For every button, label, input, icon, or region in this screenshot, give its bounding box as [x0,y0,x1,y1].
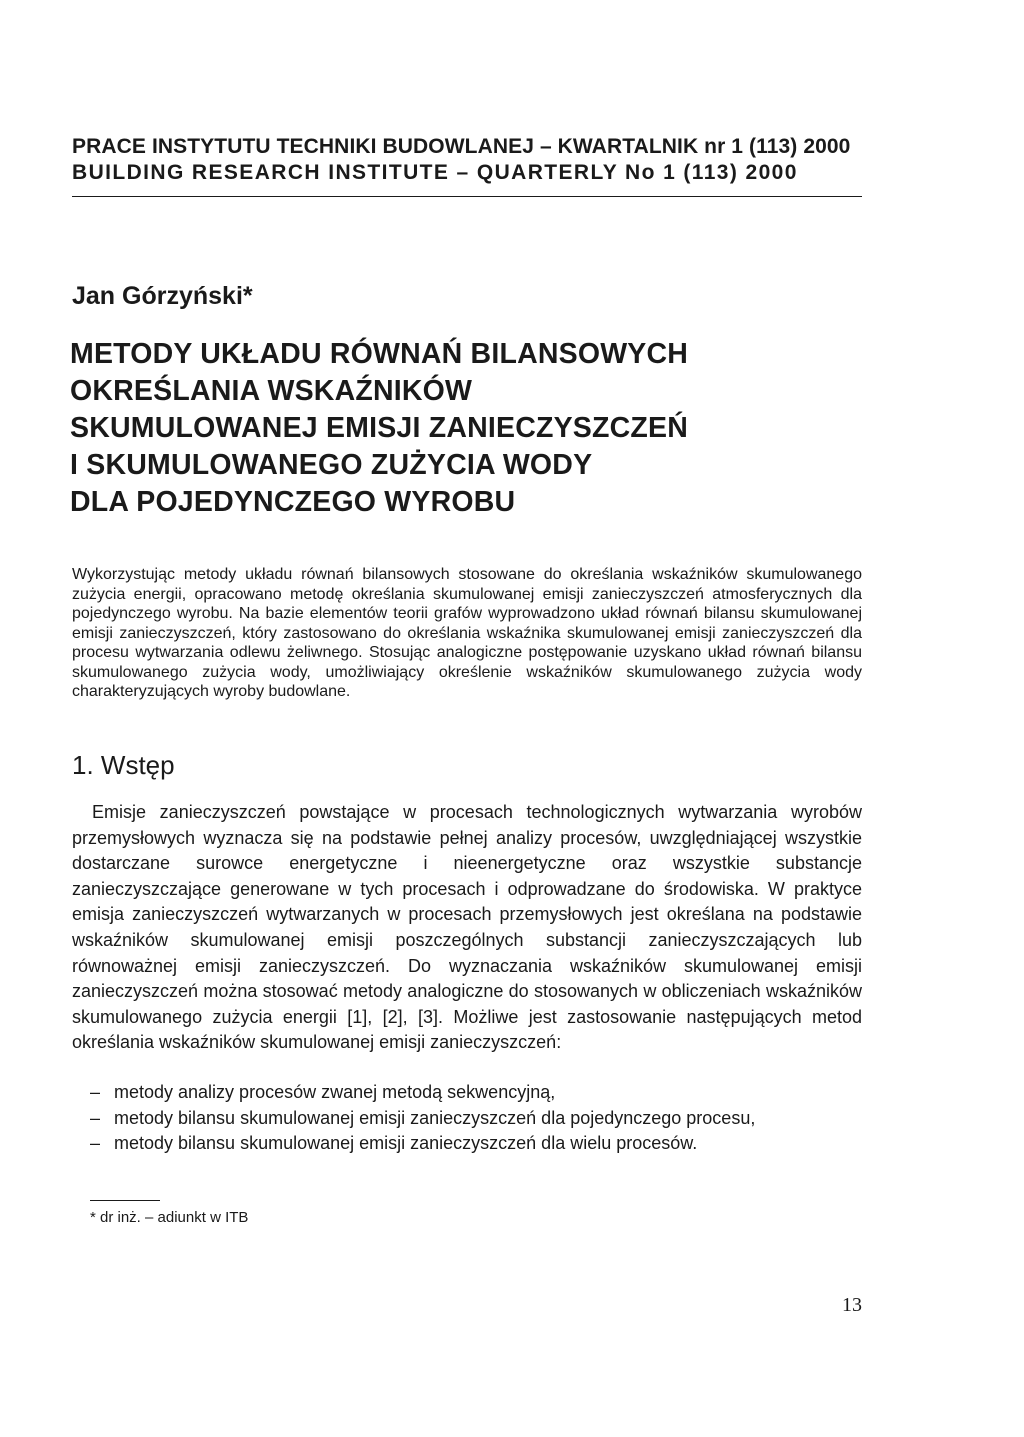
author-name: Jan Górzyński* [72,282,253,310]
abstract: Wykorzystując metody układu równań bilansowych stosowane do określania wskaźników skumulowanego zużycia energii, opracowano metodę określania skumulowanej emisji zanieczyszczeń atmosferycznych dla pojedynczego wyrobu. Na bazie elementów teorii grafów wyprowadzono układ równań bilansu skumulowanej emisji zanieczyszczeń, który zastosowano do określania wskaźnika skumulowanej emisji zanieczyszczeń dla procesu wytwarzania odlewu żeliwnego. Stosując analogiczne postępowanie uzyskano układ równań bilansu skumulowanego zużycia wody, umożliwiający określenie wskaźników skumulowanego zużycia wody charakteryzujących wyroby budowlane. [72,566,862,700]
body-paragraph: Emisje zanieczyszczeń powstające w procesach technologicznych wytwarzania wyrobów przemysłowych wyznacza się na podstawie pełnej analizy procesów, uwzględniającej wszystkie dostarczane surowce energetyczne i nieenergetyczne oraz wszystkie substancje zanieczyszczające generowane w tych procesach i odprowadzane do środowiska. W praktyce emisja zanieczyszczeń wytwarzanych w procesach przemysłowych jest określana na podstawie wskaźników skumulowanej emisji poszczególnych substancji zanieczyszczających lub równoważnej emisji zanieczyszczeń. Do wyznaczania wskaźników skumulowanej emisji zanieczyszczeń można stosować metody analogiczne do stosowanych w obliczeniach wskaźników skumulowanego zużycia energii [1], [2], [3]. Możliwe jest zastosowanie następujących metod określania wskaźników skumulowanej emisji zanieczyszczeń: [72,802,862,1053]
list-item-text: metody analizy procesów zwanej metodą sekwencyjną, [114,1082,556,1102]
list-item [90,1106,860,1132]
list-item [90,1131,860,1157]
list-item [90,1080,860,1106]
list-dash: – [90,1082,101,1102]
title-line: SKUMULOWANEJ EMISJI ZANIECZYSZCZEŃ [70,412,689,444]
title-line: I SKUMULOWANEGO ZUŻYCIA WODY [70,449,593,481]
title-line: DLA POJEDYNCZEGO WYROBU [70,486,516,518]
header-divider [72,196,862,197]
list-dash: – [90,1133,101,1153]
footnote: * dr inż. – adiunkt w ITB [90,1209,249,1226]
list-item-text: metody bilansu skumulowanej emisji zanieczyszczeń dla wielu procesów. [114,1133,698,1153]
journal-header [72,134,862,186]
title-line: METODY UKŁADU RÓWNAŃ BILANSOWYCH [70,338,689,370]
list-dash: – [90,1107,101,1128]
journal-title-english: BUILDING RESEARCH INSTITUTE – QUARTERLY No 1 (113) 2000 [72,161,798,184]
journal-title-polish: PRACE INSTYTUTU TECHNIKI BUDOWLANEJ – KWARTALNIK nr 1 (113) 2000 [72,135,851,158]
list-item-text: metody bilansu skumulowanej emisji zanieczyszczeń dla pojedynczego procesu, [114,1107,756,1128]
methods-list [90,1080,860,1157]
footnote-divider [90,1200,160,1201]
section-heading: 1. Wstęp [72,750,175,780]
article-title [70,336,850,521]
title-line: OKREŚLANIA WSKAŹNIKÓW [70,375,473,407]
page-number: 13 [842,1294,862,1316]
